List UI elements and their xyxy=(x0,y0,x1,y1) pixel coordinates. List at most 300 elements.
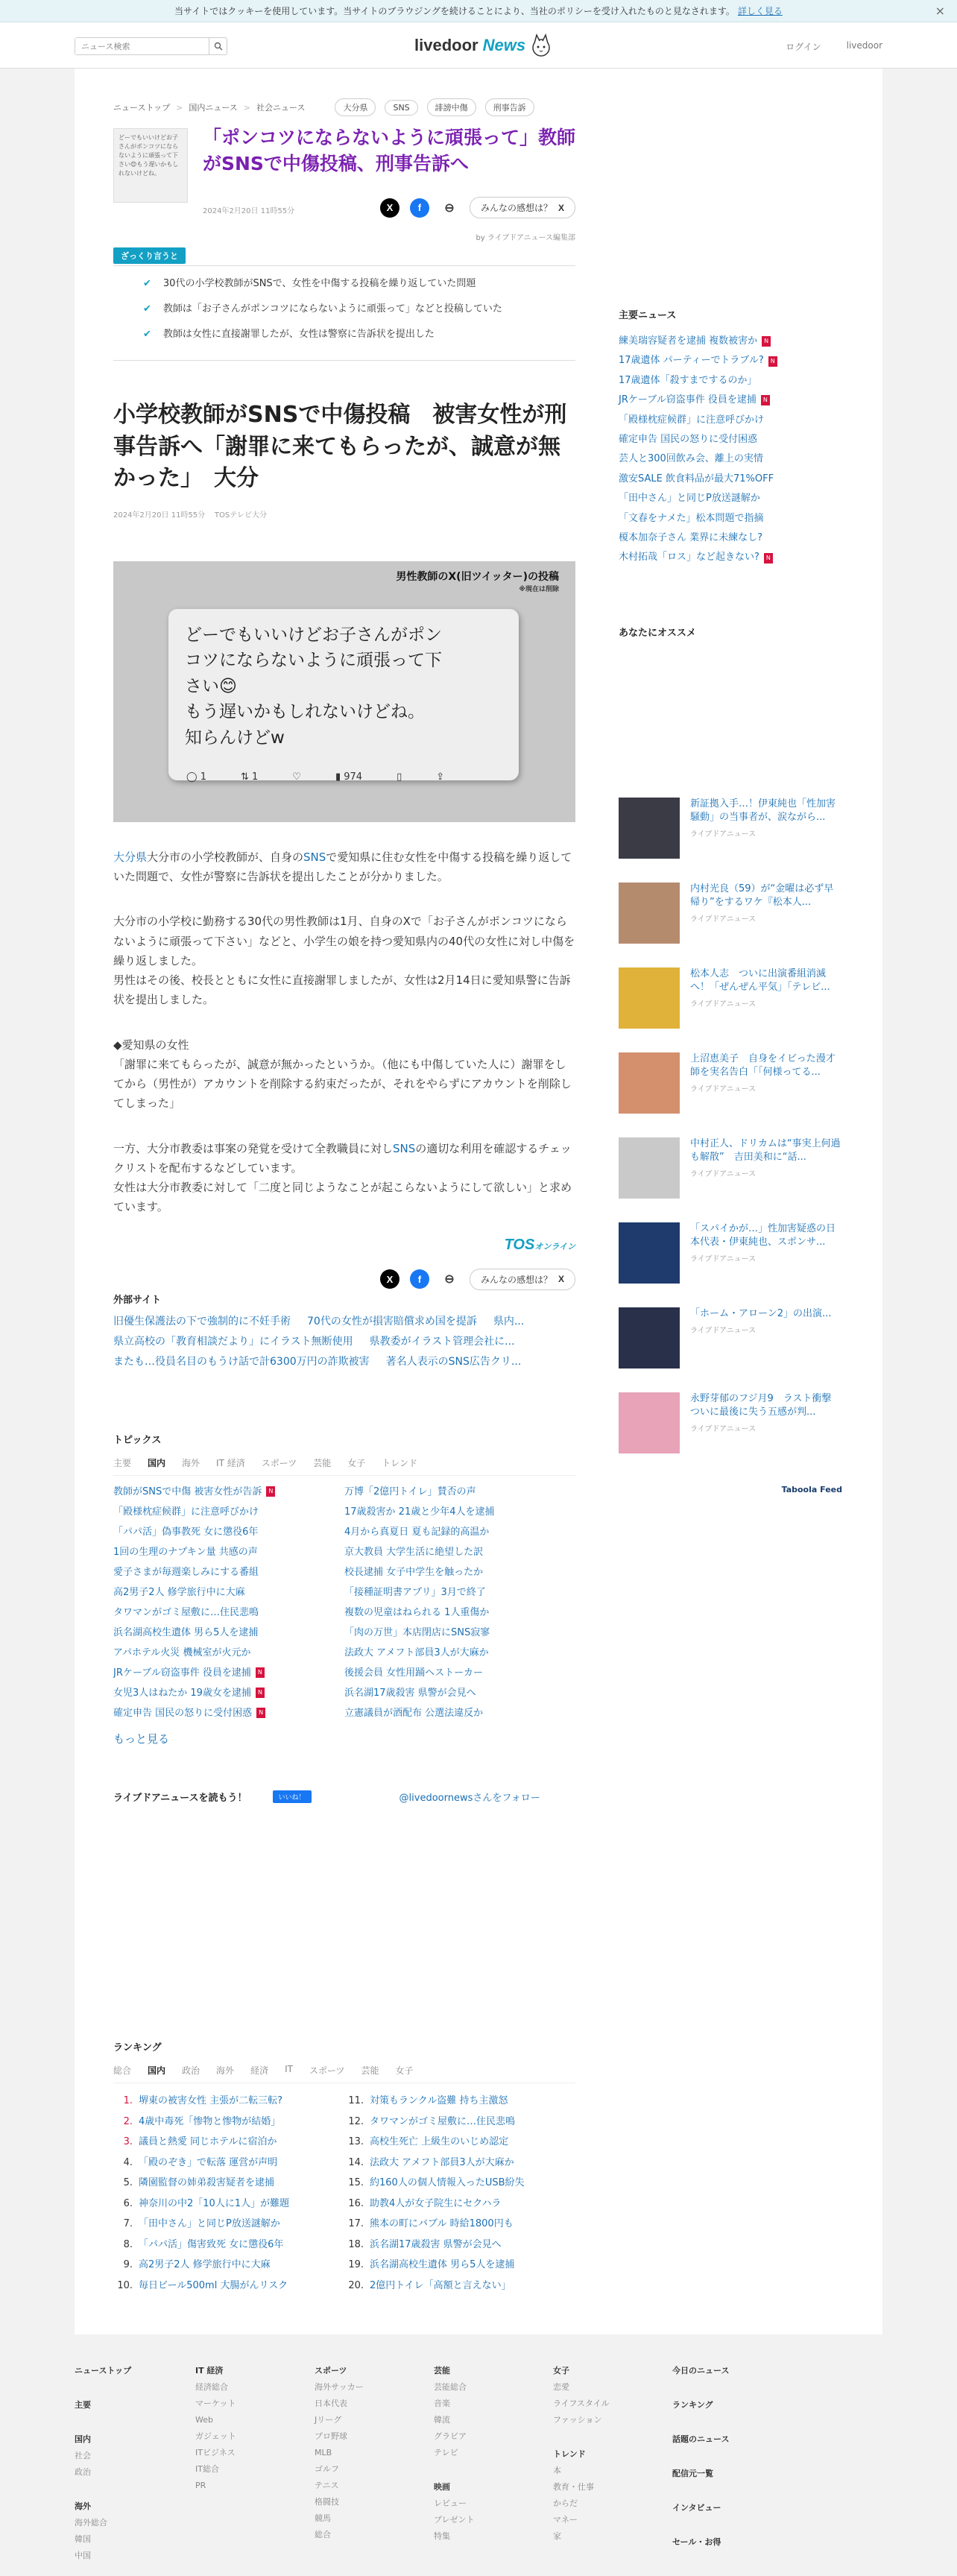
ranking-tab[interactable]: 総合 xyxy=(113,2065,132,2076)
paragraph-text: で愛知県に住む女性を中傷する投稿を繰り返していた問題で、女性が警察に告訴状を提出したことが分かりました。 xyxy=(113,850,572,884)
footer-column xyxy=(672,2363,729,2551)
x-share-icon[interactable]: X xyxy=(380,1269,399,1289)
topics-tab[interactable]: 芸能 xyxy=(313,1457,332,1468)
new-badge: N xyxy=(768,356,777,367)
recommend-text xyxy=(690,1137,842,1222)
recommend-item[interactable] xyxy=(619,798,842,883)
ranking-item[interactable] xyxy=(344,2214,575,2235)
ranking-tab[interactable]: 政治 xyxy=(182,2065,200,2076)
keyword-link[interactable]: 大分県 xyxy=(113,850,148,864)
topic-text: タワマンがゴミ屋敷に…住民悲鳴 xyxy=(113,1606,259,1618)
twitter-follow-link[interactable]: @livedoornewsさんをフォロー xyxy=(399,1792,540,1804)
main-news-link[interactable] xyxy=(619,351,842,370)
topic-text: 愛子さまが毎週楽しみにする番組 xyxy=(113,1566,259,1578)
site-logo[interactable] xyxy=(414,33,552,58)
footer-link[interactable]: マネー xyxy=(553,2515,578,2525)
main-news-link[interactable] xyxy=(619,411,842,430)
external-link[interactable]: 70代の女性が損害賠償求め国を提訴 xyxy=(307,1315,477,1328)
footer-link[interactable]: IT総合 xyxy=(195,2464,219,2474)
ranking-number: 15. xyxy=(348,2177,364,2188)
footer-spacer xyxy=(75,2481,131,2498)
new-badge: N xyxy=(762,336,771,347)
site-footer xyxy=(0,2334,957,2576)
keyword-link[interactable]: SNS xyxy=(303,850,326,864)
taboola-feed-label[interactable] xyxy=(619,1485,842,1494)
footer-link[interactable]: 配信元一覧 xyxy=(672,2469,713,2478)
main-news-text: 激安SALE 飲食料品が最大71%OFF xyxy=(619,473,774,484)
topic-link[interactable] xyxy=(344,1542,575,1562)
footer-link[interactable]: 海外サッカー xyxy=(315,2382,364,2392)
image-caption xyxy=(396,569,559,593)
ranking-item[interactable] xyxy=(344,2194,575,2214)
ranking-title: 毎日ビール500ml 大腸がんリスク xyxy=(139,2279,288,2291)
ranking-title: 2億円トイレ「高額と言えない」 xyxy=(370,2279,511,2291)
main-panel xyxy=(75,69,882,2334)
footer-link[interactable]: 主要 xyxy=(75,2400,91,2410)
source-logo[interactable] xyxy=(113,1237,575,1254)
cookie-close-icon[interactable]: × xyxy=(935,4,945,18)
footer-column xyxy=(195,2363,236,2494)
footer-link[interactable]: テニス xyxy=(315,2481,339,2490)
footer-link[interactable]: MLB xyxy=(315,2448,332,2457)
ranking-tab[interactable]: 芸能 xyxy=(361,2065,379,2076)
tag-chip[interactable]: 大分県 xyxy=(335,98,376,116)
footer-link[interactable]: 社会 xyxy=(75,2451,91,2460)
topic-link[interactable] xyxy=(113,1502,344,1522)
recommend-source: ライブドアニュース xyxy=(690,1327,757,1335)
new-badge: N xyxy=(266,1486,275,1497)
paragraph xyxy=(113,1139,575,1178)
footer-link[interactable]: 芸能総合 xyxy=(434,2382,467,2392)
ranking-item[interactable] xyxy=(113,2173,344,2194)
topics-tab[interactable]: トレンド xyxy=(382,1457,417,1468)
new-badge: N xyxy=(256,1667,265,1678)
footer-link[interactable]: 日本代表 xyxy=(315,2399,347,2408)
summary-badge: ざっくり言うと xyxy=(113,247,186,264)
main-news-link[interactable] xyxy=(619,391,842,410)
ranking-item[interactable] xyxy=(344,2132,575,2153)
top-article-header xyxy=(113,125,576,242)
topic-text: 後援会員 女性用踊ヘストーカー xyxy=(344,1667,483,1679)
retweet-count: ⇅ 1 xyxy=(240,771,259,783)
livedoor-link[interactable]: livedoor xyxy=(846,40,882,51)
top-article-title: 「ポンコツにならないように頑張って」教師がSNSで中傷投稿、刑事告訴へ xyxy=(203,127,576,174)
breadcrumb-item[interactable]: 国内ニュース xyxy=(189,103,238,113)
topic-link[interactable] xyxy=(113,1643,344,1663)
ranking-number: 17. xyxy=(348,2218,364,2229)
ranking-tab[interactable]: 女子 xyxy=(395,2065,414,2076)
recommend-thumbnail[interactable] xyxy=(619,798,680,859)
topic-link[interactable] xyxy=(113,1663,344,1683)
reactions-label: みんなの感想は？ xyxy=(480,1274,552,1285)
topic-link[interactable] xyxy=(113,1562,344,1582)
topics-tab[interactable]: 主要 xyxy=(113,1457,132,1468)
ranking-title: 対策もランクル盗難 持ち主激怒 xyxy=(370,2095,508,2106)
footer-link[interactable]: 格闘技 xyxy=(315,2497,339,2507)
main-news-link[interactable] xyxy=(619,332,842,351)
ranking-number: 1. xyxy=(123,2095,133,2106)
recommend-text xyxy=(690,1307,831,1392)
ranking-number: 12. xyxy=(348,2115,364,2127)
facebook-like-button[interactable]: いいね！ xyxy=(273,1790,312,1803)
footer-link[interactable]: ガジェット xyxy=(195,2431,236,2441)
footer-link[interactable]: 総合 xyxy=(315,2530,331,2539)
ranking-number: 8. xyxy=(123,2238,133,2250)
footer-link[interactable]: 恋愛 xyxy=(553,2382,569,2392)
paragraph-text: の適切な利用を確認するチェックリストを配布するなどしています。 xyxy=(113,1141,572,1175)
mascot-icon xyxy=(530,33,552,58)
footer-link[interactable]: スポーツ xyxy=(315,2366,347,2375)
topic-link[interactable] xyxy=(344,1623,575,1643)
breadcrumb xyxy=(113,98,575,116)
footer-link[interactable]: レビュー xyxy=(434,2498,467,2508)
summary-text: 教師は「お子さんがポンコツにならないように頑張って」などと投稿していた xyxy=(162,303,502,315)
footer-link[interactable]: 海外 xyxy=(75,2501,91,2511)
recommend-thumbnail[interactable] xyxy=(619,1222,680,1284)
recommend-text xyxy=(690,1222,842,1307)
footer-link[interactable]: 競馬 xyxy=(315,2513,331,2523)
footer-link[interactable]: ランキング xyxy=(672,2400,713,2410)
topic-text: 高2男子2人 修学旅行中に大麻 xyxy=(113,1586,245,1598)
recommend-thumbnail[interactable] xyxy=(619,883,680,944)
topics-tab[interactable]: スポーツ xyxy=(261,1457,297,1468)
footer-link[interactable]: ニューストップ xyxy=(75,2366,132,2375)
footer-link[interactable]: からだ xyxy=(553,2498,578,2508)
ranking-item[interactable] xyxy=(113,2132,344,2153)
recommend-source: ライブドアニュース xyxy=(690,1255,757,1263)
topics-tab[interactable]: 海外 xyxy=(182,1457,200,1468)
topics-tab[interactable]: 女子 xyxy=(347,1457,366,1468)
recommend-item[interactable] xyxy=(619,1307,842,1392)
article-source[interactable]: TOSテレビ大分 xyxy=(214,511,268,520)
footer-link[interactable]: 女子 xyxy=(553,2366,569,2375)
topic-link[interactable] xyxy=(113,1482,344,1502)
topics-tab[interactable]: IT 経済 xyxy=(216,1457,245,1468)
ranking-item[interactable] xyxy=(344,2255,575,2276)
topic-link[interactable] xyxy=(344,1522,575,1542)
follow-label: ライブドアニュースを読もう！ xyxy=(113,1792,247,1804)
main-news-link[interactable] xyxy=(619,430,842,449)
topic-link[interactable] xyxy=(344,1562,575,1582)
recommend-text xyxy=(690,883,842,967)
ranking-title: 約160人の個人情報入ったUSB紛失 xyxy=(370,2177,525,2188)
footer-link[interactable]: PR xyxy=(195,2481,206,2490)
footer-link[interactable]: Web xyxy=(195,2415,213,2425)
footer-link[interactable]: グラビア xyxy=(434,2431,467,2441)
ranking-title: タワマンがゴミ屋敷に…住民悲鳴 xyxy=(370,2115,516,2127)
footer-link[interactable]: セール・お得 xyxy=(672,2537,721,2547)
external-link[interactable]: 県立高校の「教育相談だより」にイラスト無断使用 xyxy=(113,1335,353,1348)
topic-link[interactable] xyxy=(113,1623,344,1643)
main-news-link[interactable] xyxy=(619,509,842,528)
tweet-line: コツにならないように頑張って下 xyxy=(185,651,442,671)
external-link[interactable]: 県内... xyxy=(493,1315,525,1328)
footer-link[interactable]: 経済総合 xyxy=(195,2382,228,2392)
footer-spacer xyxy=(672,2482,729,2500)
ranking-heading: ランキング xyxy=(113,2042,162,2053)
external-link[interactable]: またも…役員名目のもうけ話で計6300万円の詐欺被害 xyxy=(113,1355,370,1368)
sidebar xyxy=(619,307,842,1494)
footer-link[interactable]: 韓流 xyxy=(434,2415,450,2425)
link-copy-icon[interactable]: ⊖ xyxy=(444,1273,455,1287)
topic-link[interactable] xyxy=(113,1542,344,1562)
external-links xyxy=(113,1312,575,1372)
reply-count: ◯ 1 xyxy=(186,771,206,783)
new-badge: N xyxy=(256,1688,265,1698)
footer-link[interactable]: 家 xyxy=(553,2531,561,2541)
site-header xyxy=(0,22,957,69)
recommend-thumbnail[interactable] xyxy=(619,1137,680,1199)
external-link[interactable]: 県教委がイラスト管理会社に... xyxy=(369,1335,515,1348)
footer-link[interactable]: 政治 xyxy=(75,2467,91,2477)
ranking-number: 20. xyxy=(348,2279,364,2291)
topic-text: 浜名湖17歳殺害 県警が会見へ xyxy=(344,1687,476,1699)
taboola-feed-text: Taboola Feed xyxy=(781,1485,842,1494)
ranking-title: 「パパ活」傷害致死 女に懲役6年 xyxy=(139,2238,284,2250)
new-badge: N xyxy=(764,553,773,564)
cookie-text: 当サイトではクッキーを使用しています。当サイトのブラウジングを続けることにより、当社のポリシーを受け入れたものと見なされます。 xyxy=(174,6,735,16)
keyword-link[interactable]: SNS xyxy=(393,1141,416,1155)
footer-link[interactable]: 話題のニュース xyxy=(672,2434,730,2444)
footer-spacer xyxy=(434,2461,475,2479)
footer-spacer xyxy=(553,2428,610,2446)
footer-link[interactable]: インタビュー xyxy=(672,2503,721,2513)
topic-link[interactable] xyxy=(344,1502,575,1522)
ranking-item[interactable] xyxy=(344,2173,575,2194)
ranking-item[interactable] xyxy=(113,2276,344,2296)
footer-column xyxy=(434,2363,475,2545)
footer-link[interactable]: 特集 xyxy=(434,2531,450,2541)
topic-link[interactable] xyxy=(344,1643,575,1663)
search-input[interactable] xyxy=(75,38,209,54)
ranking-item[interactable] xyxy=(113,2112,344,2133)
topic-text: 万博「2億円トイレ」賛否の声 xyxy=(344,1486,476,1497)
main-news-link[interactable] xyxy=(619,371,842,391)
ranking-title: 4歳中毒死「惨物と惨物が結婚」 xyxy=(139,2115,281,2127)
ranking-number: 19. xyxy=(348,2259,364,2270)
facebook-share-icon[interactable]: f xyxy=(410,198,429,218)
recommend-thumbnail[interactable] xyxy=(619,1392,680,1453)
topic-link[interactable] xyxy=(113,1683,344,1703)
x-icon: X xyxy=(558,1274,564,1285)
ranking-item[interactable] xyxy=(113,2153,344,2174)
topic-text: JRケーブル窃盗事件 役員を逮捕 xyxy=(113,1667,251,1679)
topic-text: 「肉の万世」本店閉店にSNS寂寥 xyxy=(344,1626,490,1638)
share-bar xyxy=(380,197,575,218)
ranking-item[interactable] xyxy=(113,2214,344,2235)
topic-link[interactable] xyxy=(113,1703,344,1723)
topic-text: 京大教員 大学生活に絶望した訳 xyxy=(344,1546,484,1558)
footer-link[interactable]: トレンド xyxy=(553,2449,586,2459)
footer-link[interactable]: 映画 xyxy=(434,2482,450,2492)
ranking-number: 4. xyxy=(123,2156,133,2168)
recommend-item[interactable] xyxy=(619,1052,842,1137)
external-link[interactable]: 著名人表示のSNS広告クリ... xyxy=(385,1355,522,1368)
footer-link[interactable]: 音楽 xyxy=(434,2399,450,2408)
footer-link[interactable]: プロ野球 xyxy=(315,2431,347,2441)
footer-link[interactable]: プレゼント xyxy=(434,2515,475,2525)
recommend-source: ライブドアニュース xyxy=(690,830,757,839)
new-badge: N xyxy=(761,395,770,405)
ranking-title: 高校生死亡 上級生のいじめ認定 xyxy=(370,2136,509,2147)
ranking-tab[interactable]: 国内 xyxy=(148,2065,166,2076)
ranking-title: 熊本の町にバブル 時給1800円も xyxy=(370,2218,514,2229)
tag-chip[interactable]: 誹謗中傷 xyxy=(427,98,476,116)
ranking-tab[interactable]: 海外 xyxy=(216,2065,235,2076)
footer-link[interactable]: 今日のニュース xyxy=(672,2366,730,2375)
recommend-item[interactable] xyxy=(619,1392,842,1477)
footer-link[interactable]: 中国 xyxy=(75,2551,91,2560)
ranking-title: 隣園監督の姉弟殺害疑者を逮捕 xyxy=(139,2177,275,2188)
tweet-actions xyxy=(186,771,444,783)
reactions-button[interactable] xyxy=(470,1269,575,1290)
external-link[interactable]: 旧優生保護法の下で強制的に不妊手術 xyxy=(113,1315,291,1328)
tweet-line: どーでもいいけどお子さんがポン xyxy=(185,625,442,645)
recommend-text xyxy=(690,1052,842,1137)
footer-link[interactable]: 本 xyxy=(553,2466,561,2475)
ranking-tab[interactable]: 経済 xyxy=(250,2065,269,2076)
recommend-thumbnail[interactable] xyxy=(619,967,680,1029)
breadcrumb-item[interactable]: ニューストップ xyxy=(113,103,171,113)
x-share-icon[interactable]: X xyxy=(380,198,399,218)
reactions-label: みんなの感想は？ xyxy=(480,203,552,213)
main-news-link[interactable] xyxy=(619,548,842,567)
facebook-share-icon[interactable]: f xyxy=(410,1269,429,1289)
topic-link[interactable] xyxy=(344,1582,575,1603)
link-copy-icon[interactable]: ⊖ xyxy=(444,201,455,215)
ranking-tab[interactable]: スポーツ xyxy=(309,2065,345,2076)
x-icon: X xyxy=(558,202,564,213)
main-news-link[interactable] xyxy=(619,489,842,508)
topic-link[interactable] xyxy=(344,1703,575,1723)
recommend-item[interactable] xyxy=(619,1137,842,1222)
recommend-item[interactable] xyxy=(619,1222,842,1307)
ranking-item[interactable] xyxy=(344,2235,575,2255)
main-news-link[interactable] xyxy=(619,449,842,469)
recommend-source: ライブドアニュース xyxy=(690,1170,757,1178)
footer-link[interactable]: 海外総合 xyxy=(75,2518,107,2528)
login-link[interactable]: ログイン xyxy=(786,42,821,52)
ranking-item[interactable] xyxy=(113,2255,344,2276)
ranking-tab[interactable]: IT xyxy=(285,2064,293,2074)
main-news-text: JRケーブル窃盗事件 役員を逮捕 xyxy=(619,394,757,406)
image-caption-text: 男性教師のX(旧ツイッター)の投稿 xyxy=(396,570,559,583)
recommend-text xyxy=(690,798,842,883)
footer-link[interactable]: IT 経済 xyxy=(195,2366,224,2375)
reactions-button[interactable] xyxy=(470,197,575,218)
ranking-number: 3. xyxy=(123,2136,133,2147)
tag-chip[interactable]: 刑事告訴 xyxy=(485,98,534,116)
ranking-number: 6. xyxy=(123,2197,133,2209)
header-links xyxy=(786,40,882,53)
topic-link[interactable] xyxy=(344,1663,575,1683)
footer-link[interactable]: マーケット xyxy=(195,2399,236,2408)
topic-link[interactable] xyxy=(344,1482,575,1502)
topic-link[interactable] xyxy=(113,1582,344,1603)
paragraph: ◆愛知県の女性 xyxy=(113,1038,189,1052)
source-logo-text: TOS xyxy=(504,1236,535,1253)
footer-link[interactable]: 国内 xyxy=(75,2434,91,2444)
topic-link[interactable] xyxy=(344,1683,575,1703)
byline: by ライブドアニュース編集部 xyxy=(476,234,575,242)
article-thumbnail[interactable]: どーでもいいけどお子さんがポンコツにならないように頑張って下さい😊もう遅いかもしれないけどね。 xyxy=(113,128,188,203)
recommend-thumbnail[interactable] xyxy=(619,1052,680,1114)
ranking-title: 神奈川の中2「10人に1人」が難題 xyxy=(139,2197,290,2209)
footer-link[interactable]: Jリーグ xyxy=(315,2415,342,2425)
footer-link[interactable]: 教育・仕事 xyxy=(553,2482,594,2492)
search-icon[interactable] xyxy=(209,38,227,54)
ranking-title: 浜名湖17歳殺害 県警が会見へ xyxy=(370,2238,502,2250)
footer-link[interactable]: ゴルフ xyxy=(315,2464,339,2474)
paragraph: 女性は大分市教委に対して「二度と同じようなことが起こらないようにして欲しい」と求めています。 xyxy=(113,1181,572,1214)
external-sites-heading: 外部サイト xyxy=(113,1294,162,1306)
breadcrumb-separator: > xyxy=(243,102,251,113)
ranking-item[interactable] xyxy=(344,2276,575,2296)
summary-item xyxy=(143,277,575,291)
footer-link[interactable]: ITビジネス xyxy=(195,2448,236,2457)
ranking-item[interactable] xyxy=(344,2091,575,2112)
article-title: 小学校教師がSNSで中傷投稿 被害女性が刑事告訴へ「謝罪に来てもらったが、誠意が無かった」 大分 xyxy=(113,402,567,492)
tweet-line: 知らんけどw xyxy=(185,727,285,748)
footer-link[interactable]: テレビ xyxy=(434,2448,458,2457)
topics-tab[interactable]: 国内 xyxy=(148,1457,166,1468)
ranking-item[interactable] xyxy=(344,2153,575,2174)
topic-text: 「殿様枕症候群」に注意呼びかけ xyxy=(113,1506,259,1518)
footer-link[interactable]: ファッション xyxy=(553,2415,602,2425)
recommend-title: 上沼恵美子 自身をイビった漫才師を実名告白「「何様ってる... xyxy=(690,1053,836,1078)
topic-text: 法政大 アメフト部員3人が大麻か xyxy=(344,1647,489,1658)
heart-icon: ♡ xyxy=(292,771,301,783)
sidebar-heading: 主要ニュース xyxy=(619,310,677,321)
footer-link[interactable]: 芸能 xyxy=(434,2366,450,2375)
recommend-title: 中村正人、ドリカムは“事実上何過も解散” 吉田美和に“話... xyxy=(690,1138,841,1163)
ranking-item[interactable] xyxy=(344,2112,575,2133)
check-icon: ✔ xyxy=(143,278,151,289)
topic-text: 浜名湖高校生遺体 男ら5人を逮捕 xyxy=(113,1626,259,1638)
paragraph-text: 大分市の小学校教師が、自身の xyxy=(147,850,304,864)
summary-list xyxy=(113,265,575,361)
ranking-item[interactable] xyxy=(113,2194,344,2214)
footer-column xyxy=(315,2363,364,2543)
main-news-link[interactable] xyxy=(619,470,842,489)
cookie-details-link[interactable]: 詳しく見る xyxy=(737,6,783,16)
topics-tabs xyxy=(113,1456,575,1476)
recommend-thumbnail[interactable] xyxy=(619,1307,680,1368)
summary-item xyxy=(143,302,575,317)
ranking-number: 10. xyxy=(117,2279,133,2291)
more-button[interactable]: もっと見る xyxy=(113,1731,170,1746)
footer-link[interactable]: 韓国 xyxy=(75,2534,91,2544)
tag-chip[interactable]: SNS xyxy=(385,100,417,116)
breadcrumb-item[interactable]: 社会ニュース xyxy=(256,103,306,113)
views-count-value: 974 xyxy=(344,771,363,783)
check-icon: ✔ xyxy=(143,329,151,340)
topic-link[interactable] xyxy=(344,1603,575,1623)
topic-link[interactable] xyxy=(113,1522,344,1542)
recommend-source: ライブドアニュース xyxy=(690,1425,757,1433)
ranking-item[interactable] xyxy=(113,2235,344,2255)
ranking-number: 2. xyxy=(123,2115,133,2127)
topics-heading: トピックス xyxy=(113,1434,162,1446)
main-news-link[interactable] xyxy=(619,528,842,548)
topic-link[interactable] xyxy=(113,1603,344,1623)
footer-link[interactable]: ライフスタイル xyxy=(553,2399,610,2408)
main-news-text: 17歳遺体 パーティーでトラブル? xyxy=(619,355,764,367)
recommend-item[interactable] xyxy=(619,967,842,1052)
ranking-item[interactable] xyxy=(113,2091,344,2112)
recommend-item[interactable] xyxy=(619,883,842,967)
footer-spacer xyxy=(672,2516,729,2534)
